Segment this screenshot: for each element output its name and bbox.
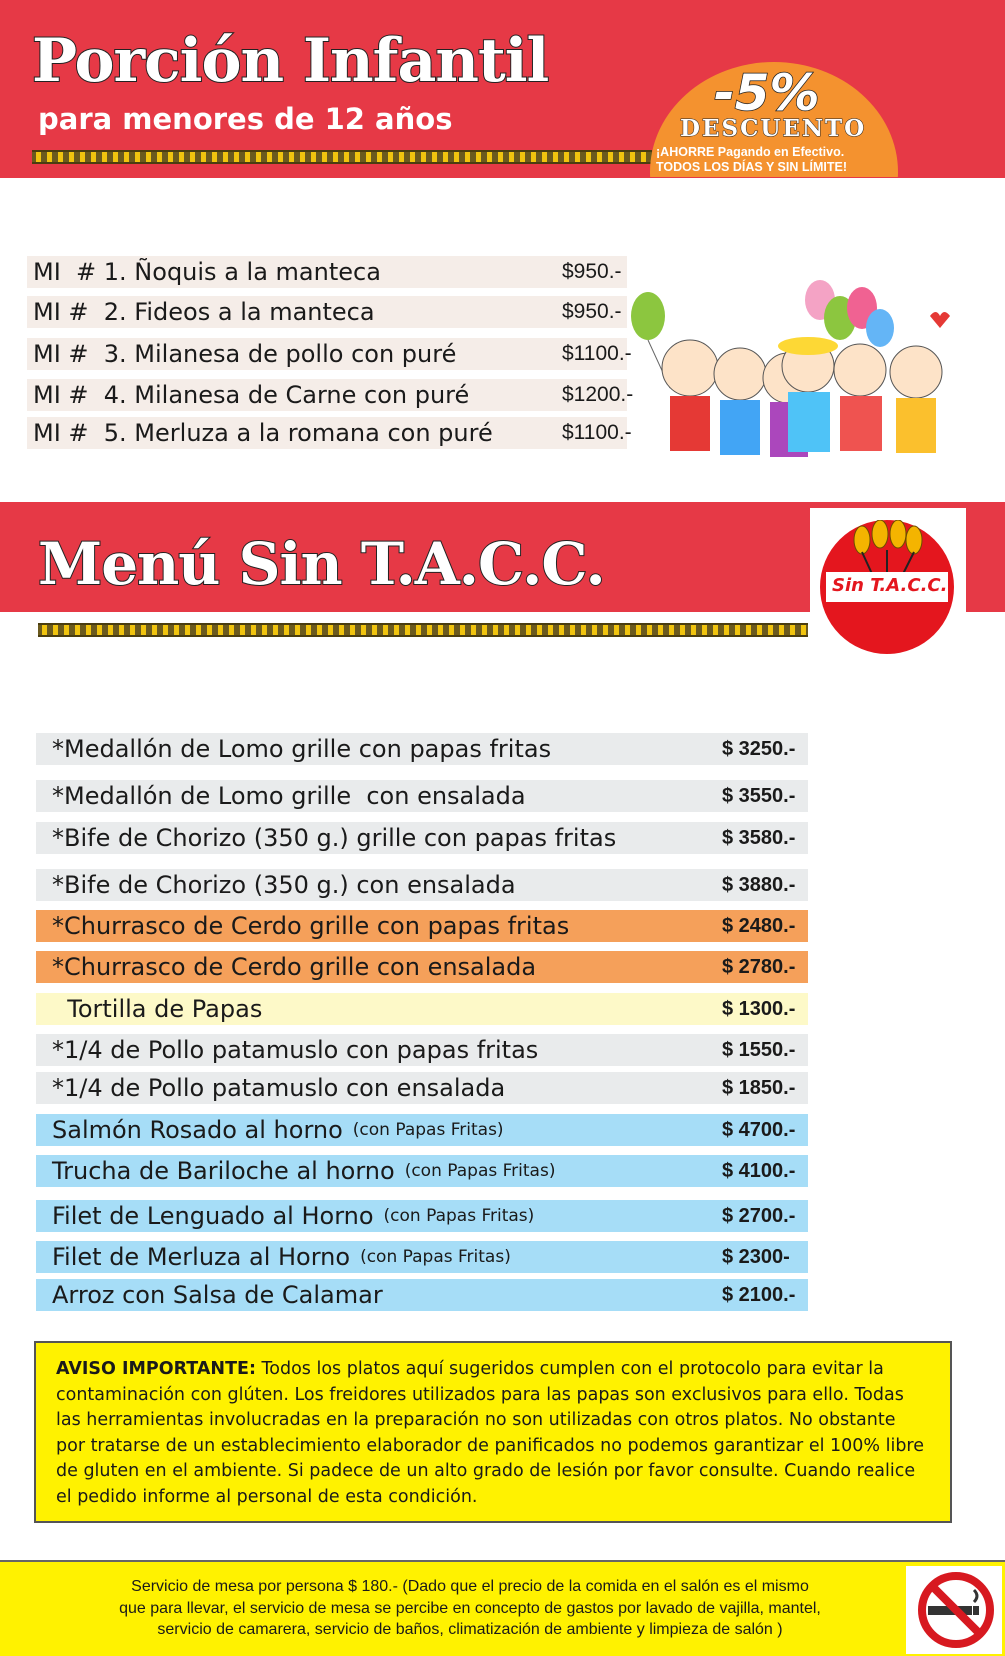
notice-text: Todos los platos aquí sugeridos cumplen con el protocolo para evitar la contaminación con glúten. Los freidores utilizados para las papas son exclusivos para ello. Todas las herramientas involucradas en la preparación no son utilizadas con otros platos. No obstante por tratarse de un establecimiento elaborador de panificados no podemos garantizar el 100% libre de gluten en el ambiente. Si padece de un alto grado de lesión por favor consulte. Cuando realice el pedido informe al personal de esta condición. (56, 1359, 925, 1507)
kids-item-price: $1200.- (562, 383, 634, 406)
tacc-menu-row (36, 1200, 808, 1232)
kids-title: Porción Infantil (32, 26, 549, 96)
tacc-menu-row (36, 1155, 808, 1187)
kids-menu-row (27, 417, 632, 449)
tacc-item-name: *1/4 de Pollo patamuslo con papas fritas (52, 1036, 539, 1064)
tacc-item-name: Trucha de Bariloche al horno (52, 1157, 395, 1185)
tacc-item-note: (con Papas Fritas) (352, 1120, 504, 1140)
discount-label: DESCUENTO (680, 115, 867, 142)
tacc-item-name: *Churrasco de Cerdo grille con papas fritas (52, 912, 570, 940)
kids-subtitle: para menores de 12 años (38, 102, 453, 136)
tacc-item-name: Salmón Rosado al horno (52, 1116, 343, 1144)
tacc-title: Menú Sin T.A.C.C. (38, 530, 605, 598)
no-smoking-icon-box (906, 1566, 1002, 1654)
kids-menu-row (27, 338, 632, 370)
tacc-item-price: $ 3580.- (722, 826, 796, 849)
tacc-item-price: $ 2700.- (722, 1204, 796, 1227)
sin-tacc-logo-text: Sin T.A.C.C. (832, 575, 948, 596)
discount-line1: ¡AHORRE Pagando en Efectivo. (656, 145, 845, 159)
tacc-item-price: $ 3250.- (722, 737, 796, 760)
kids-item-name: MI # 3. Milanesa de pollo con puré (33, 340, 457, 368)
tacc-menu-row (36, 780, 808, 812)
tacc-item-name: *1/4 de Pollo patamuslo con ensalada (52, 1074, 506, 1102)
no-smoking-icon (916, 1570, 996, 1650)
important-notice (34, 1341, 952, 1523)
tacc-menu-row (36, 733, 808, 765)
kids-dotted-divider (32, 150, 652, 164)
footer-line: que para llevar, el servicio de mesa se percibe en concepto de gastos por lavado de vajilla, mantel, (119, 1599, 821, 1617)
kids-item-price: $1100.- (562, 421, 632, 444)
tacc-item-price: $ 2480.- (722, 914, 796, 937)
tacc-item-name: *Bife de Chorizo (350 g.) con ensalada (52, 871, 516, 899)
tacc-item-note: (con Papas Fritas) (404, 1161, 556, 1181)
kids-item-price: $1100.- (562, 342, 632, 365)
tacc-menu-row (36, 869, 808, 901)
kids-item-name: MI # 4. Milanesa de Carne con puré (33, 381, 470, 409)
tacc-item-name: *Medallón de Lomo grille con papas fritas (52, 735, 552, 763)
kids-item-name: MI # 1. Ñoquis a la manteca (33, 258, 381, 286)
tacc-menu-row (36, 1279, 808, 1311)
tacc-item-name: Arroz con Salsa de Calamar (52, 1281, 383, 1309)
footer-line: Servicio de mesa por persona $ 180.- (Dado que el precio de la comida en el salón es el mismo (131, 1578, 809, 1595)
tacc-menu-row (36, 822, 808, 854)
tacc-item-price: $ 1850.- (722, 1076, 796, 1099)
tacc-menu-row (36, 1241, 808, 1273)
tacc-item-note: (con Papas Fritas) (383, 1206, 535, 1226)
kids-menu-row (27, 379, 634, 411)
tacc-item-name: Tortilla de Papas (52, 995, 263, 1023)
tacc-menu-row (36, 1034, 808, 1066)
tacc-item-price: $ 2100.- (722, 1283, 796, 1306)
notice-heading: AVISO IMPORTANTE: (56, 1359, 256, 1379)
kids-item-name: MI # 5. Merluza a la romana con puré (33, 419, 493, 447)
tacc-menu-row (36, 1072, 808, 1104)
footer-text (40, 1576, 900, 1641)
footer-line: servicio de camarera, servicio de baños, climatización de ambiente y limpieza de salón ) (157, 1621, 783, 1638)
tacc-menu-row (36, 1114, 808, 1146)
tacc-item-price: $ 1300.- (722, 997, 796, 1020)
tacc-item-name: *Medallón de Lomo grille con ensalada (52, 782, 526, 810)
tacc-menu-row (36, 910, 808, 942)
tacc-menu-row (36, 993, 808, 1025)
kids-item-price: $950.- (562, 260, 622, 283)
tacc-dotted-divider (38, 623, 808, 637)
tacc-item-name: *Bife de Chorizo (350 g.) grille con papas fritas (52, 824, 617, 852)
discount-line2: TODOS LOS DÍAS Y SIN LÍMITE! (656, 160, 847, 174)
tacc-item-price: $ 3550.- (722, 784, 796, 807)
tacc-item-price: $ 2780.- (722, 955, 796, 978)
footer-service-note (0, 1560, 1005, 1656)
tacc-item-name: Filet de Lenguado al Horno (52, 1202, 374, 1230)
kids-item-price: $950.- (562, 300, 622, 323)
discount-percent: -5% (714, 64, 820, 122)
kids-item-name: MI # 2. Fideos a la manteca (33, 298, 375, 326)
kids-menu-row (27, 296, 627, 328)
tacc-item-price: $ 1550.- (722, 1038, 796, 1061)
tacc-item-price: $ 4700.- (722, 1118, 796, 1141)
tacc-item-name: Filet de Merluza al Horno (52, 1243, 351, 1271)
tacc-item-note: (con Papas Fritas) (360, 1247, 511, 1267)
sin-tacc-logo (820, 520, 954, 654)
tacc-item-price: $ 2300- (722, 1245, 790, 1268)
tacc-item-name: *Churrasco de Cerdo grille con ensalada (52, 953, 537, 981)
children-illustration (630, 278, 966, 488)
tacc-item-price: $ 4100.- (722, 1159, 796, 1182)
tacc-menu-row (36, 951, 808, 983)
tacc-item-price: $ 3880.- (722, 873, 796, 896)
kids-menu-row (27, 256, 627, 288)
